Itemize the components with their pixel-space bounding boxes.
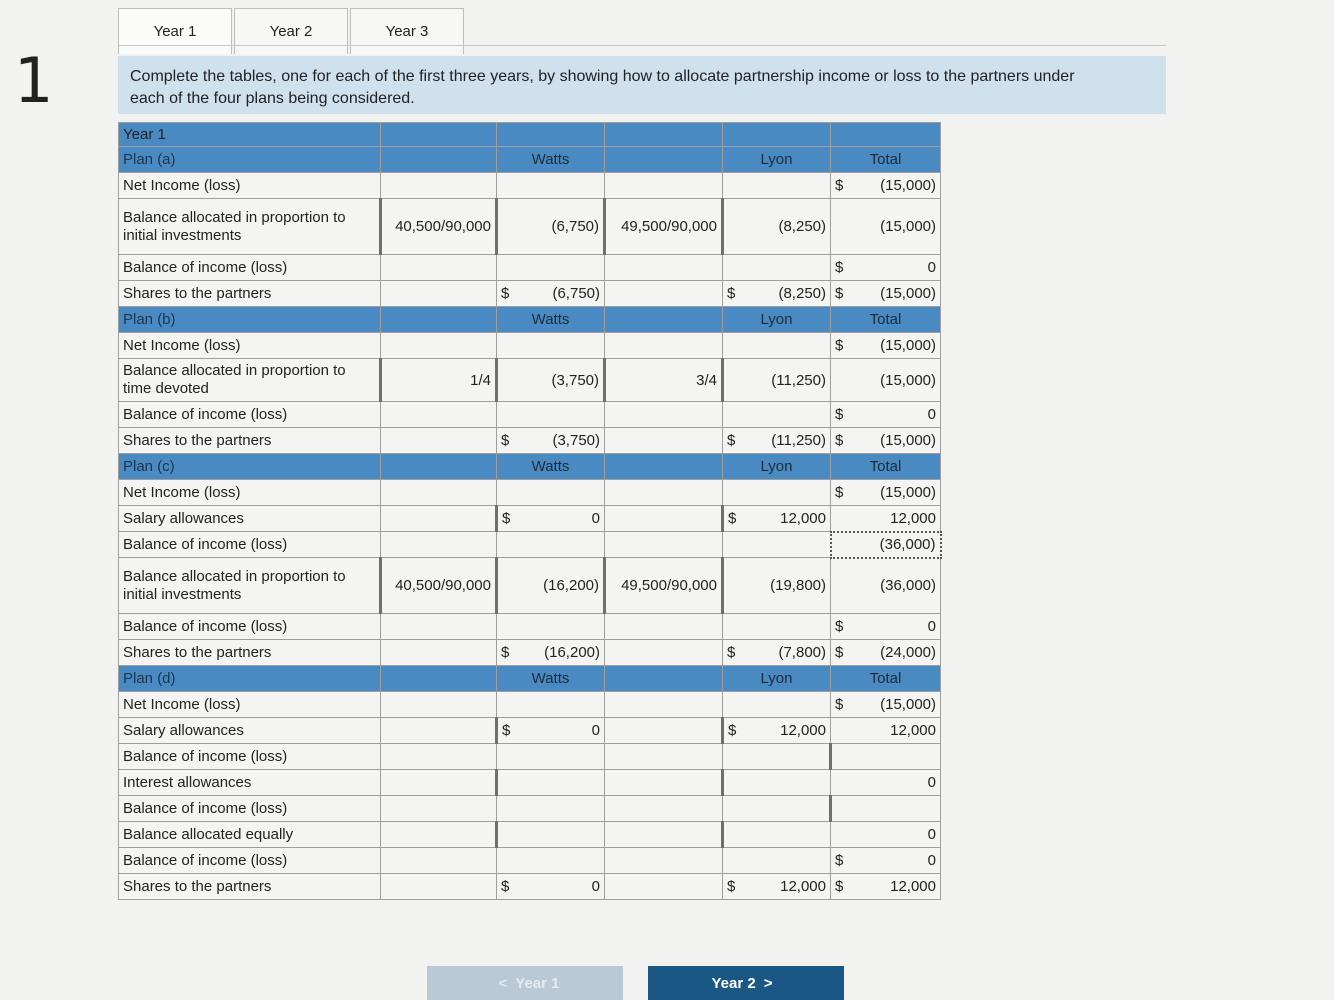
tab-year-1[interactable]: Year 1 bbox=[118, 8, 232, 54]
plan-a-lyon-ratio-input[interactable]: 49,500/90,000 bbox=[605, 199, 723, 255]
plan-d-salary-lyon-input[interactable]: $ 12,000 bbox=[723, 718, 831, 744]
row-label: Net Income (loss) bbox=[119, 480, 381, 506]
plan-a-shares-total[interactable]: $ (15,000) bbox=[831, 281, 941, 307]
next-year-button[interactable] bbox=[648, 966, 844, 1000]
lyon-header: Lyon bbox=[723, 666, 831, 692]
plan-d-interest-row bbox=[119, 770, 941, 796]
plan-d-salary-total[interactable]: 12,000 bbox=[831, 718, 941, 744]
total-header: Total bbox=[831, 147, 941, 173]
instructions-text: Complete the tables, one for each of the first three years, by showing how to allocate partnership income or loss to the partners under each of the four plans being considered. bbox=[130, 68, 1075, 107]
tab-year-2[interactable]: Year 2 bbox=[234, 8, 348, 54]
total-header: Total bbox=[831, 307, 941, 333]
plan-b-alloc-total[interactable]: (15,000) bbox=[831, 359, 941, 402]
row-label: Balance allocated in proportion to initial investments bbox=[119, 199, 381, 255]
row-label: Balance allocated equally bbox=[119, 822, 381, 848]
plan-c-net-income-row bbox=[119, 480, 941, 506]
plan-a-alloc-total[interactable]: (15,000) bbox=[831, 199, 941, 255]
plan-d-net-income-row bbox=[119, 692, 941, 718]
total-header: Total bbox=[831, 666, 941, 692]
plan-c-shares-watts[interactable]: $ (16,200) bbox=[497, 640, 605, 666]
plan-b-label: Plan (b) bbox=[119, 307, 381, 333]
plan-a-balance-row bbox=[119, 255, 941, 281]
plan-d-balance3-total[interactable]: $ 0 bbox=[831, 848, 941, 874]
plan-d-shares-row bbox=[119, 874, 941, 900]
plan-d-salary-row bbox=[119, 718, 941, 744]
row-label: Shares to the partners bbox=[119, 640, 381, 666]
plan-b-watts-amount-input[interactable]: (3,750) bbox=[497, 359, 605, 402]
row-label: Shares to the partners bbox=[119, 428, 381, 454]
plan-a-balance-total[interactable]: $ 0 bbox=[831, 255, 941, 281]
plan-a-net-income-row bbox=[119, 173, 941, 199]
plan-c-net-income-total[interactable]: $ (15,000) bbox=[831, 480, 941, 506]
plan-d-header-row bbox=[119, 666, 941, 692]
plan-b-alloc-row bbox=[119, 359, 941, 402]
next-year-label: Year 2 bbox=[711, 974, 756, 992]
watts-header: Watts bbox=[497, 307, 605, 333]
plan-c-label: Plan (c) bbox=[119, 454, 381, 480]
row-label: Shares to the partners bbox=[119, 281, 381, 307]
plan-d-interest-watts-input[interactable] bbox=[497, 770, 605, 796]
plan-b-net-income-row bbox=[119, 333, 941, 359]
plan-d-balance1-row bbox=[119, 744, 941, 770]
row-label: Balance of income (loss) bbox=[119, 744, 381, 770]
row-label: Net Income (loss) bbox=[119, 333, 381, 359]
question-number: 1 bbox=[14, 44, 54, 117]
lyon-header: Lyon bbox=[723, 147, 831, 173]
row-label: Balance of income (loss) bbox=[119, 614, 381, 640]
row-label: Net Income (loss) bbox=[119, 692, 381, 718]
lyon-header: Lyon bbox=[723, 454, 831, 480]
chevron-left-icon: < bbox=[498, 974, 508, 992]
plan-c-salary-watts-input[interactable]: $ 0 bbox=[497, 506, 605, 532]
row-label: Balance of income (loss) bbox=[119, 532, 381, 558]
plan-b-shares-total[interactable]: $ (15,000) bbox=[831, 428, 941, 454]
plan-a-net-income-total[interactable]: $ (15,000) bbox=[831, 173, 941, 199]
plan-c-lyon-ratio-input[interactable]: 49,500/90,000 bbox=[605, 558, 723, 614]
plan-d-label: Plan (d) bbox=[119, 666, 381, 692]
plan-d-equal-watts-input[interactable] bbox=[497, 822, 605, 848]
plan-a-lyon-amount-input[interactable]: (8,250) bbox=[723, 199, 831, 255]
plan-a-watts-amount-input[interactable]: (6,750) bbox=[497, 199, 605, 255]
year-header-row bbox=[119, 123, 941, 147]
row-label: Balance of income (loss) bbox=[119, 255, 381, 281]
row-label: Shares to the partners bbox=[119, 874, 381, 900]
plan-a-shares-watts[interactable]: $ (6,750) bbox=[497, 281, 605, 307]
plan-c-shares-row bbox=[119, 640, 941, 666]
plan-c-watts-ratio-input[interactable]: 40,500/90,000 bbox=[381, 558, 497, 614]
plan-c-alloc-row bbox=[119, 558, 941, 614]
plan-a-header-row bbox=[119, 147, 941, 173]
plan-c-shares-total[interactable]: $ (24,000) bbox=[831, 640, 941, 666]
plan-d-shares-watts[interactable]: $ 0 bbox=[497, 874, 605, 900]
plan-c-salary-lyon-input[interactable]: $ 12,000 bbox=[723, 506, 831, 532]
watts-header: Watts bbox=[497, 666, 605, 692]
plan-d-shares-total[interactable]: $ 12,000 bbox=[831, 874, 941, 900]
watts-header: Watts bbox=[497, 147, 605, 173]
plan-c-balance1-row bbox=[119, 532, 941, 558]
row-label: Balance allocated in proportion to time devoted bbox=[119, 359, 381, 402]
plan-b-watts-ratio-input[interactable]: 1/4 bbox=[381, 359, 497, 402]
plan-d-net-income-total[interactable]: $ (15,000) bbox=[831, 692, 941, 718]
plan-d-equal-total[interactable]: 0 bbox=[831, 822, 941, 848]
lyon-header: Lyon bbox=[723, 307, 831, 333]
year-tabs bbox=[118, 8, 466, 56]
plan-b-balance-row bbox=[119, 402, 941, 428]
row-label: Salary allowances bbox=[119, 718, 381, 744]
plan-d-interest-lyon-input[interactable] bbox=[723, 770, 831, 796]
plan-c-salary-total[interactable]: 12,000 bbox=[831, 506, 941, 532]
row-label: Net Income (loss) bbox=[119, 173, 381, 199]
plan-d-balance3-row bbox=[119, 848, 941, 874]
plan-d-interest-total[interactable]: 0 bbox=[831, 770, 941, 796]
plan-c-watts-amount-input[interactable]: (16,200) bbox=[497, 558, 605, 614]
total-header: Total bbox=[831, 454, 941, 480]
plan-c-salary-row bbox=[119, 506, 941, 532]
tab-divider bbox=[118, 45, 1166, 46]
plan-c-balance1-total[interactable]: (36,000) bbox=[831, 532, 941, 558]
plan-d-equal-lyon-input[interactable] bbox=[723, 822, 831, 848]
plan-b-shares-watts[interactable]: $ (3,750) bbox=[497, 428, 605, 454]
plan-d-balance2-row bbox=[119, 796, 941, 822]
plan-a-shares-lyon[interactable]: $ (8,250) bbox=[723, 281, 831, 307]
prev-year-label: Year 1 bbox=[515, 974, 560, 992]
plan-a-watts-ratio-input[interactable]: 40,500/90,000 bbox=[381, 199, 497, 255]
plan-a-shares-row bbox=[119, 281, 941, 307]
plan-d-equal-row bbox=[119, 822, 941, 848]
plan-b-shares-lyon[interactable]: $ (11,250) bbox=[723, 428, 831, 454]
instructions-box bbox=[118, 56, 1166, 114]
year-label: Year 1 bbox=[119, 123, 381, 147]
plan-c-balance2-total[interactable]: $ 0 bbox=[831, 614, 941, 640]
row-label: Salary allowances bbox=[119, 506, 381, 532]
plan-c-header-row bbox=[119, 454, 941, 480]
plan-c-balance2-row bbox=[119, 614, 941, 640]
watts-header: Watts bbox=[497, 454, 605, 480]
plan-b-net-income-total[interactable]: $ (15,000) bbox=[831, 333, 941, 359]
prev-year-button[interactable] bbox=[427, 966, 623, 1000]
plan-b-balance-total[interactable]: $ 0 bbox=[831, 402, 941, 428]
plan-b-lyon-amount-input[interactable]: (11,250) bbox=[723, 359, 831, 402]
plan-b-lyon-ratio-input[interactable]: 3/4 bbox=[605, 359, 723, 402]
row-label: Balance of income (loss) bbox=[119, 848, 381, 874]
row-label: Balance of income (loss) bbox=[119, 402, 381, 428]
plan-a-alloc-row bbox=[119, 199, 941, 255]
row-label: Balance allocated in proportion to initial investments bbox=[119, 558, 381, 614]
plan-c-lyon-amount-input[interactable]: (19,800) bbox=[723, 558, 831, 614]
plan-d-salary-watts-input[interactable]: $ 0 bbox=[497, 718, 605, 744]
plan-b-shares-row bbox=[119, 428, 941, 454]
plan-b-header-row bbox=[119, 307, 941, 333]
plan-d-balance2-total-input[interactable] bbox=[831, 796, 941, 822]
chevron-right-icon: > bbox=[763, 974, 773, 992]
plan-c-shares-lyon[interactable]: $ (7,800) bbox=[723, 640, 831, 666]
plan-c-alloc-total[interactable]: (36,000) bbox=[831, 558, 941, 614]
allocation-table bbox=[118, 122, 942, 900]
plan-d-balance1-total-input[interactable] bbox=[831, 744, 941, 770]
row-label: Interest allowances bbox=[119, 770, 381, 796]
tab-year-3[interactable]: Year 3 bbox=[350, 8, 464, 54]
plan-d-shares-lyon[interactable]: $ 12,000 bbox=[723, 874, 831, 900]
plan-a-label: Plan (a) bbox=[119, 147, 381, 173]
row-label: Balance of income (loss) bbox=[119, 796, 381, 822]
